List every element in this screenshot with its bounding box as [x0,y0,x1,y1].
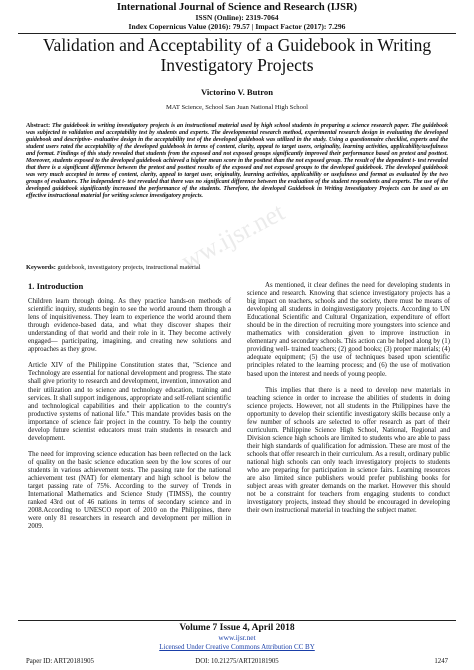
paragraph: This implies that there is a need to develop new materials in teaching science in order to increase the abilities of students in doing science projects. However, not all students in the Philippines have the opportunity to develop their scientific investigatory skills because only a few number of schools are selected to offer research as part of their curriculum. Philippine Science High School, National, Regional and Division science high schools are limited to students who are able to pass their high standards of qualification for admission. These are most of the schools that offer research in their curriculum. As a result, ordinary public national high schools can only teach investigatory projects to students who are preparing for participation in science fairs. Learning resources are also limited since publishers would prefer publishing books for subject areas with greater demands on the market. However this should not be a constraint for teachers from engaging students to conduct investigatory projects, instead they should be encouraged in developing their own instructional material in teaching the subject matter. [247,386,450,515]
paragraph: As mentioned, it clear defines the need for developing students in science and research. Knowing that science investigatory projects has a big impact on teachers, schools and the society, there must be means of developing all students in doinginvestigatory projects. According to UN Educational Scientific and Cultural Organization, expenditure of effort should be in the direction of recruiting more youngsters into science and mathematics with consideration given to improve instruction in elementary and secondary schools. This action can be helped along by (1) providing well- trained teachers; (2) good books; (3) proper materials; (4) adequate equipment; (5) the use of techniques based upon scientific principles related to the learning process; and (6) the use of motivation based upon the interest and needs of young people. [247,282,450,378]
paper-id: Paper ID: ART20181905 [26,658,94,665]
page-number: 1247 [434,658,448,665]
watermark: ww.ijsr.net [176,197,290,276]
header-rule [18,33,456,34]
abstract-label: Abstract: [26,123,51,129]
journal-name: International Journal of Science and Research (IJSR) [116,2,358,13]
journal-header [0,0,474,32]
license-link[interactable]: Licensed Under Creative Commons Attribution CC BY [159,643,315,652]
index-line: Index Copernicus Value (2016): 79.57 | Impact Factor (2017): 7.296 [128,22,346,32]
paragraph: The need for improving science education has been reflected on the lack of quality on the basic science education seen by the low scores of our students in various achievement tests. The passing rate for the national achievement test (NAT) for elementary and high school is below the target passing rate of 75%. According to the survey of Trends in International Mathematics and Science Study (TIMSS), the country ranked 43rd out of 46 nations in terms of secondary science and in 2008.According to UNESCO report of 2010 on the Philippines, there were only 81 researchers in research and development per million in 2009. [28,450,231,531]
author-name: Victorino V. Butron [200,87,274,97]
keywords [26,264,448,271]
keywords-label: Keywords: [26,264,56,271]
volume-issue: Volume 7 Issue 4, April 2018 [179,623,295,633]
paper-title: Validation and Acceptability of a Guidebook in Writing Investigatory Projects [42,35,432,75]
doi: DOI: 10.21275/ART20181905 [195,658,279,665]
paragraph: Article XIV of the Philippine Constitution states that, "Science and Technology are essential for national development and progress. The state shall give priority to research and development, invention, innovation and their utilization and to science and technology education, training and services. It shall support indigenous, appropriate and self-reliant scientific and technological capabilities and their application to the country's productive systems of national life." This mandate provides basis on the importance of science fair project in the country. To help the country develop future scientist educators must train students in research and development. [28,362,231,442]
section-heading: 1. Introduction [28,281,84,291]
abstract [26,123,448,201]
keywords-text: guidebook, investigatory projects, instructional material [57,264,201,271]
paragraph: Children learn through doing. As they practice hands-on methods of scientific inquiry, students begin to see the world around them through a lens of inquisitiveness. They learn to experience the world around them through evidence-based data, and what they discover shapes their understanding of that world and their role in it. They become actively engaged— participating, imagining, and creating new solutions and approaches as they grow. [28,298,231,354]
left-column [28,282,231,539]
footer [0,623,474,652]
author-affiliation: MAT Science, School San Juan National High School [166,104,308,111]
footer-rule [18,620,456,621]
abstract-text: The guidebook in writing investigatory projects is an instructional material used by high school students in preparing a science research paper. The guidebook was subjected to validation and acceptability test by students and experts. The developmental research method, experimental research design in evaluating the developed guidebook and descriptive- evaluative design in the acceptability test of the developed guidebook was utilized in the study. Using a questionnaire checklist, experts and the student users rated the acceptability of the developed guidebook in terms of content, clarity, appeal to target users, originality, learning activities, applicability/usefulness and format. Findings of this study revealed that students from the exposed and not exposed groups significantly improved their performance based on pretest and posttest. Moreover, students exposed to the developed guidebook achieved a higher mean score in the posttest than the not exposed group. The result of the dependent t- test revealed that there is a significant difference between the pretest and posttest results of the exposed and not exposed groups to the developed guidebook. The developed guidebook was very much accepted in terms of content, clarity, appeal to target user, originality, learning activities, applicability or usefulness and format as evaluated by the two groups of evaluators. The independent t- test revealed that there was no significant difference between the evaluation of the student respondents and experts. The use of the developed guidebook significantly increased the performance of the students. Therefore, the developed Guidebook in Writing Investigatory Projects can be used as an effective instructional material for writing science investigatory projects. [26,123,448,200]
issn-line: ISSN (Online): 2319-7064 [195,13,279,23]
right-column [247,282,450,523]
journal-url-link[interactable]: www.ijsr.net [218,633,256,643]
